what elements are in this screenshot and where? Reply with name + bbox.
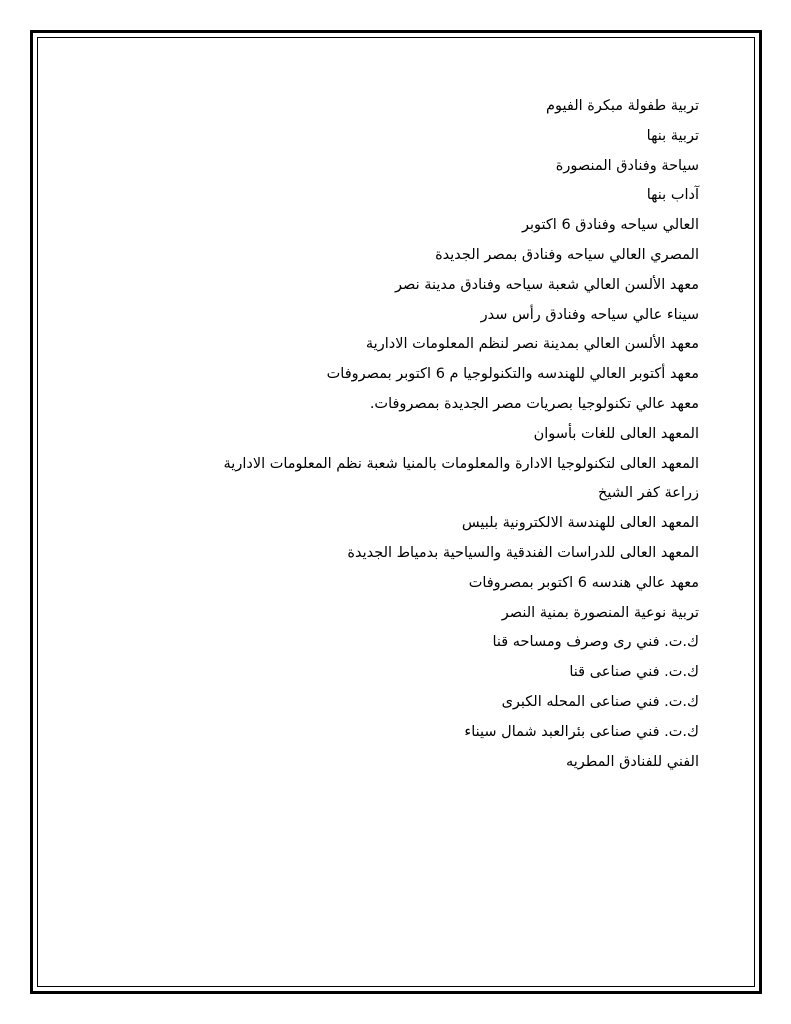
list-item: تربية بنها xyxy=(646,127,699,144)
list-item: معهد الألسن العالي بمدينة نصر لنظم المعلومات الادارية xyxy=(365,336,699,353)
list-item: المعهد العالى للغات بأسوان xyxy=(533,425,699,442)
list-item: زراعة كفر الشيخ xyxy=(597,485,699,502)
list-item: سياحة وفنادق المنصورة xyxy=(555,157,699,174)
list-item: آداب بنها xyxy=(646,187,699,204)
list-item: تربية طفولة مبكرة الفيوم xyxy=(546,98,699,114)
list-item: ك.ت. فني صناعى المحله الكبرى xyxy=(501,693,699,710)
list-item: المعهد العالى لتكنولوجيا الادارة والمعلومات بالمنيا شعبة نظم المعلومات الادارية xyxy=(223,455,699,472)
list-item: المعهد العالى للدراسات الفندقية والسياحية بدمياط الجديدة xyxy=(347,544,699,561)
list-item: تربية نوعية المنصورة بمنية النصر xyxy=(501,604,699,621)
list-item: المصري العالي سياحه وفنادق بمصر الجديدة xyxy=(435,246,699,263)
list-item: المعهد العالى للهندسة الالكترونية بلبيس xyxy=(461,515,699,532)
list-item: معهد عالي تكنولوجيا بصريات مصر الجديدة بمصروفات. xyxy=(369,395,699,412)
list-item: ك.ت. فني صناعى بئرالعبد شمال سيناء xyxy=(464,723,699,740)
list-item: سيناء عالي سياحه وفنادق رأس سدر xyxy=(480,306,699,323)
list-item: الفني للفنادق المطريه xyxy=(565,753,699,770)
list-item: العالي سياحه وفنادق 6 اكتوبر xyxy=(522,217,699,234)
list-item: ك.ت. فني صناعى قنا xyxy=(569,664,699,681)
institution-list xyxy=(79,92,699,777)
list-item: معهد الألسن العالي شعبة سياحه وفنادق مدينة نصر xyxy=(395,276,699,293)
list-item: ك.ت. فني رى وصرف ومساحه قنا xyxy=(492,634,699,651)
list-item: معهد عالي هندسه 6 اكتوبر بمصروفات xyxy=(468,574,699,591)
list-item: معهد أكتوبر العالي للهندسه والتكنولوجيا م 6 اكتوبر بمصروفات xyxy=(326,366,699,383)
